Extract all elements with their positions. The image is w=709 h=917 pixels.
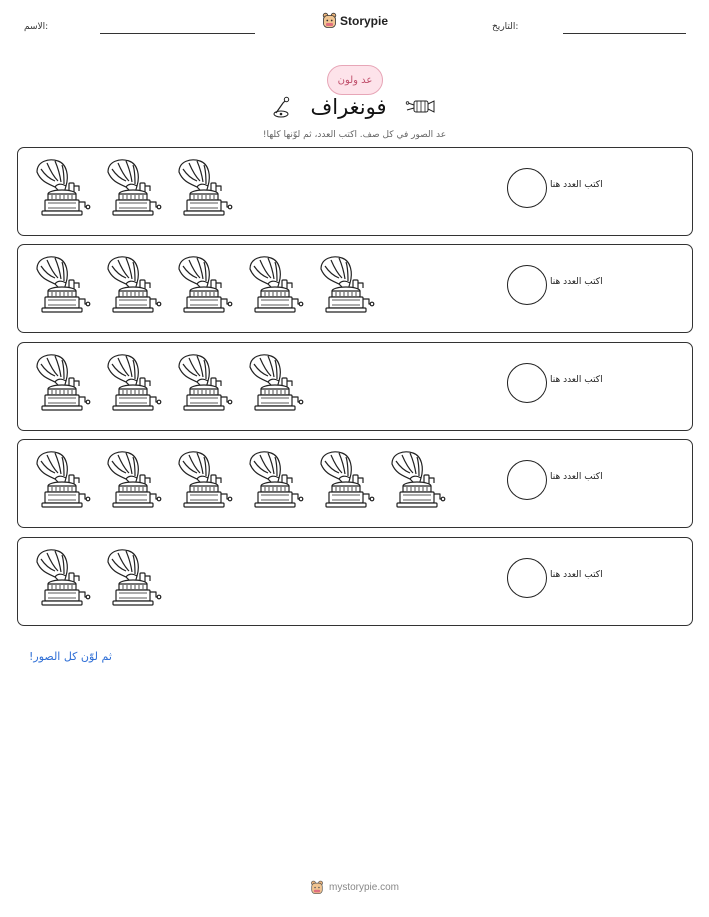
picture-group xyxy=(31,351,306,413)
phonograph-icon xyxy=(31,448,93,510)
phonograph-icon xyxy=(173,448,235,510)
count-row xyxy=(17,342,693,431)
storypie-logo-icon xyxy=(322,12,337,29)
page-title: فونغراف xyxy=(310,95,387,119)
phonograph-icon xyxy=(31,253,93,315)
date-line[interactable] xyxy=(563,33,686,34)
picture-group xyxy=(31,156,235,218)
phonograph-icon xyxy=(386,448,448,510)
instructions: عد الصور في كل صف. اكتب العدد، ثم لوّنها كلها! xyxy=(262,130,447,140)
count-row xyxy=(17,537,693,626)
color-note: ثم لوّن كل الصور! xyxy=(29,650,112,663)
count-row xyxy=(17,147,693,236)
storypie-logo-icon xyxy=(310,880,324,895)
count-and-color-badge: عد ولون xyxy=(327,65,383,95)
phonograph-icon xyxy=(31,546,93,608)
footer xyxy=(0,880,709,895)
phonograph-icon xyxy=(31,156,93,218)
brand xyxy=(322,12,388,29)
name-label: الاسم: xyxy=(24,22,49,32)
phonograph-icon xyxy=(173,253,235,315)
phonograph-icon xyxy=(102,448,164,510)
phonograph-icon xyxy=(102,253,164,315)
footer-site: mystorypie.com xyxy=(328,882,399,893)
phonograph-icon xyxy=(244,253,306,315)
phonograph-icon xyxy=(244,448,306,510)
title-row xyxy=(0,95,709,119)
phonograph-icon xyxy=(173,156,235,218)
phonograph-icon xyxy=(102,351,164,413)
picture-group xyxy=(31,253,377,315)
answer-circle[interactable] xyxy=(507,558,547,598)
answer-circle[interactable] xyxy=(507,460,547,500)
name-line[interactable] xyxy=(100,33,255,34)
picture-group xyxy=(31,448,448,510)
write-number-label: اكتب العدد هنا xyxy=(550,180,603,190)
count-row xyxy=(17,244,693,333)
write-number-label: اكتب العدد هنا xyxy=(550,570,603,580)
phonograph-icon xyxy=(315,448,377,510)
phonograph-icon xyxy=(102,156,164,218)
write-number-label: اكتب العدد هنا xyxy=(550,277,603,287)
phonograph-icon xyxy=(102,546,164,608)
cylinder-phonograph-icon xyxy=(405,97,437,117)
phonograph-icon xyxy=(244,351,306,413)
write-number-label: اكتب العدد هنا xyxy=(550,375,603,385)
needle-arm-icon xyxy=(272,95,292,119)
phonograph-icon xyxy=(315,253,377,315)
answer-circle[interactable] xyxy=(507,168,547,208)
picture-group xyxy=(31,546,164,608)
date-label: التاريخ: xyxy=(492,22,519,32)
answer-circle[interactable] xyxy=(507,265,547,305)
brand-name: Storypie xyxy=(340,13,389,28)
write-number-label: اكتب العدد هنا xyxy=(550,472,603,482)
count-row xyxy=(17,439,693,528)
phonograph-icon xyxy=(31,351,93,413)
answer-circle[interactable] xyxy=(507,363,547,403)
phonograph-icon xyxy=(173,351,235,413)
